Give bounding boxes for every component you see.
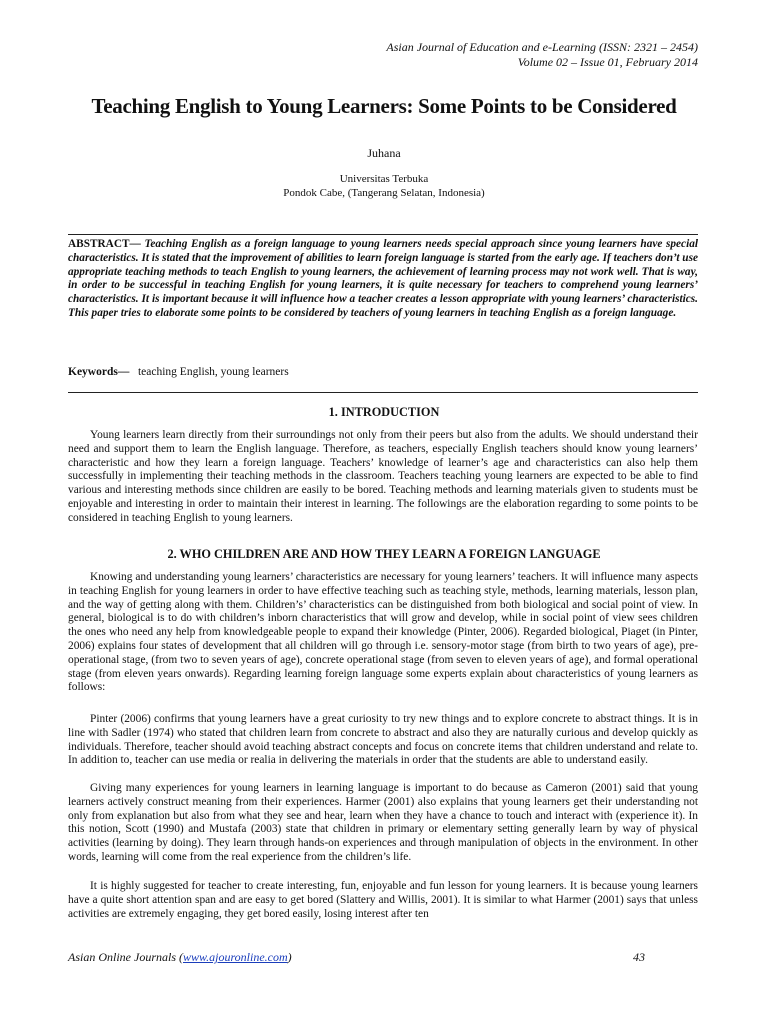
intro-paragraph: Young learners learn directly from their surroundings not only from their peers but also from the adults. We should understand their need and support them to learn the English language. Therefore, as teachers, especially English teachers should know young learners’ characteristic and how they learn a foreign language. Teachers’ knowledge of learner’s age and characteristics can also help them successfully in implementing their teaching methods in the classroom. Teachers teaching young learners are expected to be able to find various and interesting methods since children are easily to be bored. Teaching methods and learning materials given to students must be enjoyable and interesting in order to maintain their interest in learning. The followings are the elaboration regarding to some points to be considered in teaching English to young learners. [68, 429, 698, 524]
affiliation [0, 172, 768, 200]
keywords-label: Keywords— [68, 366, 130, 378]
abstract-text: Teaching English as a foreign language to young learners needs special approach since young learners have special characteristics. It is stated that the improvement of abilities to learn foreign language is started from the early age. If teachers don’t use appropriate teaching methods to teach English to young learners, the achievement of learning process may not work well. That is way, in order to be successful in teaching English for young learners, it is quite necessary for teachers to comprehend young learners’ characteristics. It is important because it will influence how a teacher creates a lesson appropriate with young learners’ characteristics. This paper tries to elaborate some points to be considered by teachers of young learners in teaching English as a foreign language. [68, 238, 699, 319]
journal-name: Asian Journal of Education and e-Learning (ISSN: 2321 – 2454) [386, 40, 698, 54]
abstract [68, 238, 698, 321]
footer-suffix: ) [287, 950, 292, 964]
section2-paragraph-4: It is highly suggested for teacher to create interesting, fun, enjoyable and fun lesson for young learners. It is because young learners have a quite short attention span and are easy to get bored (Slattery and Willis, 2001). It is similar to what Harmer (2001) says that unless activities are extremely engaging, they get bored easily, losing interest after ten [68, 880, 698, 920]
abstract-bottom-rule [68, 392, 698, 393]
footer-prefix: Asian Online Journals ( [68, 950, 183, 964]
keywords [68, 366, 289, 378]
page-number: 43 [633, 950, 645, 964]
paper-title: Teaching English to Young Learners: Some Points to be Considered [91, 94, 677, 118]
abstract-top-rule [68, 234, 698, 235]
keywords-text: teaching English, young learners [137, 366, 289, 378]
footer-link[interactable]: www.ajouronline.com [183, 950, 288, 964]
journal-header [386, 40, 698, 70]
section-heading-introduction: 1. INTRODUCTION [328, 405, 440, 419]
author-name: Juhana [367, 146, 401, 160]
journal-volume: Volume 02 – Issue 01, February 2014 [517, 55, 698, 69]
page-footer [68, 950, 698, 965]
section-heading-children: 2. WHO CHILDREN ARE AND HOW THEY LEARN A FOREIGN LANGUAGE [167, 547, 601, 561]
affiliation-line-1: Universitas Terbuka [339, 173, 429, 185]
section2-paragraph-1: Knowing and understanding young learners’ characteristics are necessary for young learners’ teachers. It will influence many aspects in teaching English for young learners in order to have effective teaching such as teaching style, methods, learning materials, lesson plan, and the way of getting along with them. Children’s’ characteristics can be distinguished from both biological and social point of view. In general, biological is to do with children’s inborn characteristics that will grow and develop, while in social point of view sees children the ones who need any help from knowledgeable people to expand their knowledge (Pinter, 2006). Regarded biological, Piaget (in Pinter, 2006) explains four states of development that all children will go through i.e. sensory-motor stage (from birth to two years of age), pre-operational stage, (from two to seven years of age), concrete operational stage (from seven to eleven years of age), and formal operational stage (from eleven years onwards). Regarding learning foreign language some experts explain about characteristics of young learners as follows: [68, 571, 698, 694]
section2-paragraph-3: Giving many experiences for young learners in learning language is important to do because as Cameron (2001) said that young learners actively construct meaning from their experiences. Harmer (2001) also explains that young learners get their understanding not only from explanation but also from what they see and hear, learn when they have a chance to touch and interact with (experience it). In this notion, Scott (1990) and Mustafa (2003) state that children in primary or elementary setting generally learn by way of physical activities (learning by doing). They learn through hands-on experiences and through manipulation of objects in the environment. In other words, learning will come from the real experience from the children’s life. [68, 782, 698, 863]
affiliation-line-2: Pondok Cabe, (Tangerang Selatan, Indonesia) [283, 187, 485, 199]
section2-paragraph-2: Pinter (2006) confirms that young learners have a great curiosity to try new things and to explore concrete to abstract things. It is in line with Sadler (1974) who stated that children learn from concrete to abstract and also they are naturally curious and develop quickly as individuals. Therefore, teacher should avoid teaching abstract concepts and focus on concrete items that children understand and relate to. In addition to, teacher can use media or realia in delivering the materials in order that the students are able to understand easily. [68, 713, 698, 767]
abstract-label: ABSTRACT— [68, 238, 141, 250]
